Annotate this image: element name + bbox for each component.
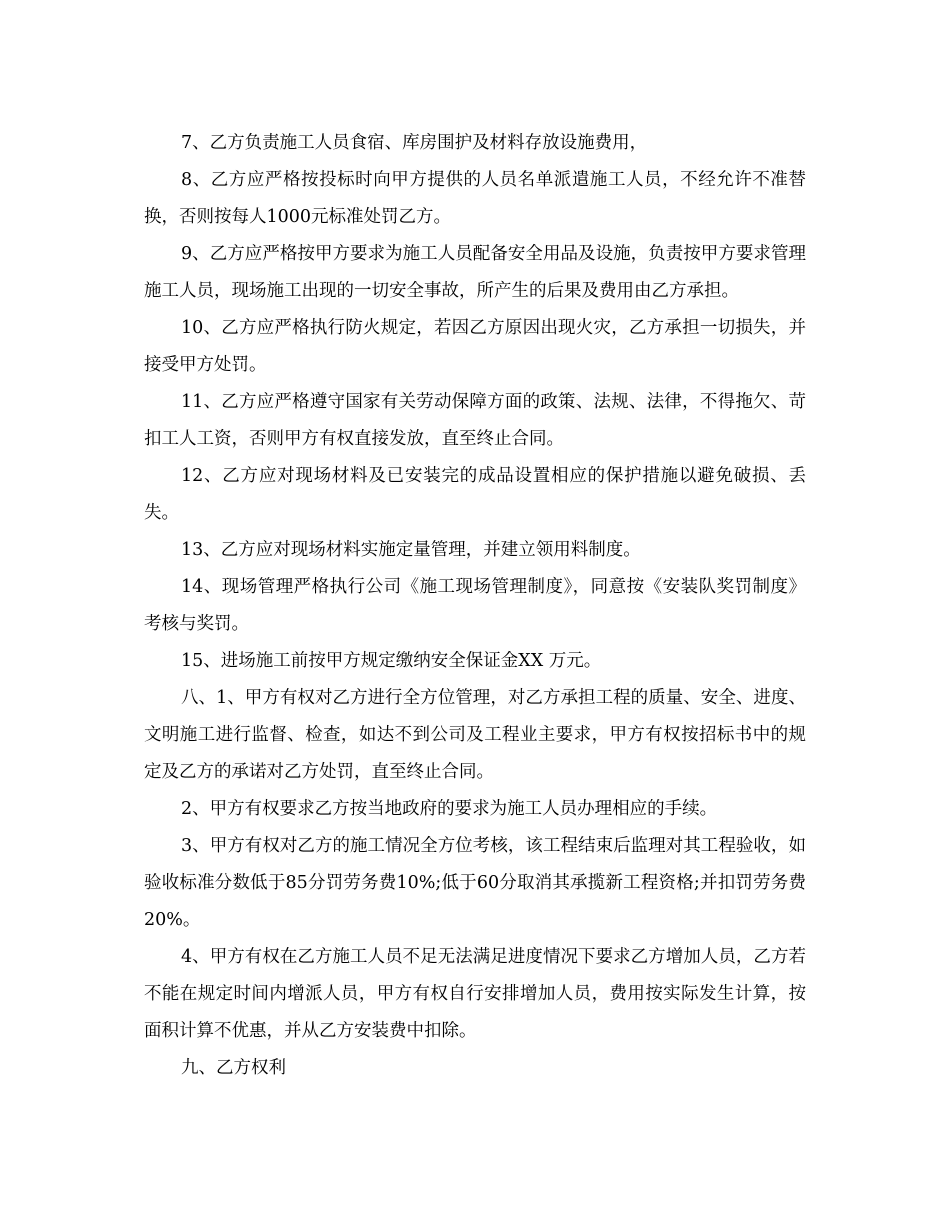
clause-8: 8、乙方应严格按投标时向甲方提供的人员名单派遣施工人员，不经允许不准替换，否则按每人1000元标准处罚乙方。 <box>144 170 806 227</box>
document-body <box>144 125 806 1087</box>
section-8-clause-1: 八、1、甲方有权对乙方进行全方位管理，对乙方承担工程的质量、安全、进度、文明施工进行监督、检查，如达不到公司及工程业主要求，甲方有权按招标书中的规定及乙方的承诺对乙方处罚，直至终止合同。 <box>144 688 806 782</box>
section-8-clause-2: 2、甲方有权要求乙方按当地政府的要求为施工人员办理相应的手续。 <box>181 799 718 819</box>
clause-11: 11、乙方应严格遵守国家有关劳动保障方面的政策、法规、法律，不得拖欠、苛扣工人工资，否则甲方有权直接发放，直至终止合同。 <box>144 392 806 449</box>
clause-13: 13、乙方应对现场材料实施定量管理，并建立领用料制度。 <box>181 540 641 560</box>
clause-15: 15、进场施工前按甲方规定缴纳安全保证金XX 万元。 <box>181 651 602 671</box>
section-8-clause-4: 4、甲方有权在乙方施工人员不足无法满足进度情况下要求乙方增加人员，乙方若不能在规定时间内增派人员，甲方有权自行安排增加人员，费用按实际发生计算，按面积计算不优惠，并从乙方安装费中扣除。 <box>144 947 806 1041</box>
section-9-heading: 九、乙方权利 <box>181 1058 286 1078</box>
clause-12: 12、乙方应对现场材料及已安装完的成品设置相应的保护措施以避免破损、丢失。 <box>144 466 806 523</box>
clause-7: 7、乙方负责施工人员食宿、库房围护及材料存放设施费用， <box>181 133 648 153</box>
clause-10: 10、乙方应严格执行防火规定，若因乙方原因出现火灾，乙方承担一切损失，并接受甲方处罚。 <box>144 318 806 375</box>
section-8-clause-3: 3、甲方有权对乙方的施工情况全方位考核，该工程结束后监理对其工程验收，如验收标准分数低于85分罚劳务费10%;低于60分取消其承揽新工程资格;并扣罚劳务费20%。 <box>144 836 806 930</box>
clause-14: 14、现场管理严格执行公司《施工现场管理制度》，同意按《安装队奖罚制度》考核与奖罚。 <box>144 577 806 634</box>
clause-9: 9、乙方应严格按甲方要求为施工人员配备安全用品及设施，负责按甲方要求管理施工人员，现场施工出现的一切安全事故，所产生的后果及费用由乙方承担。 <box>144 244 806 301</box>
